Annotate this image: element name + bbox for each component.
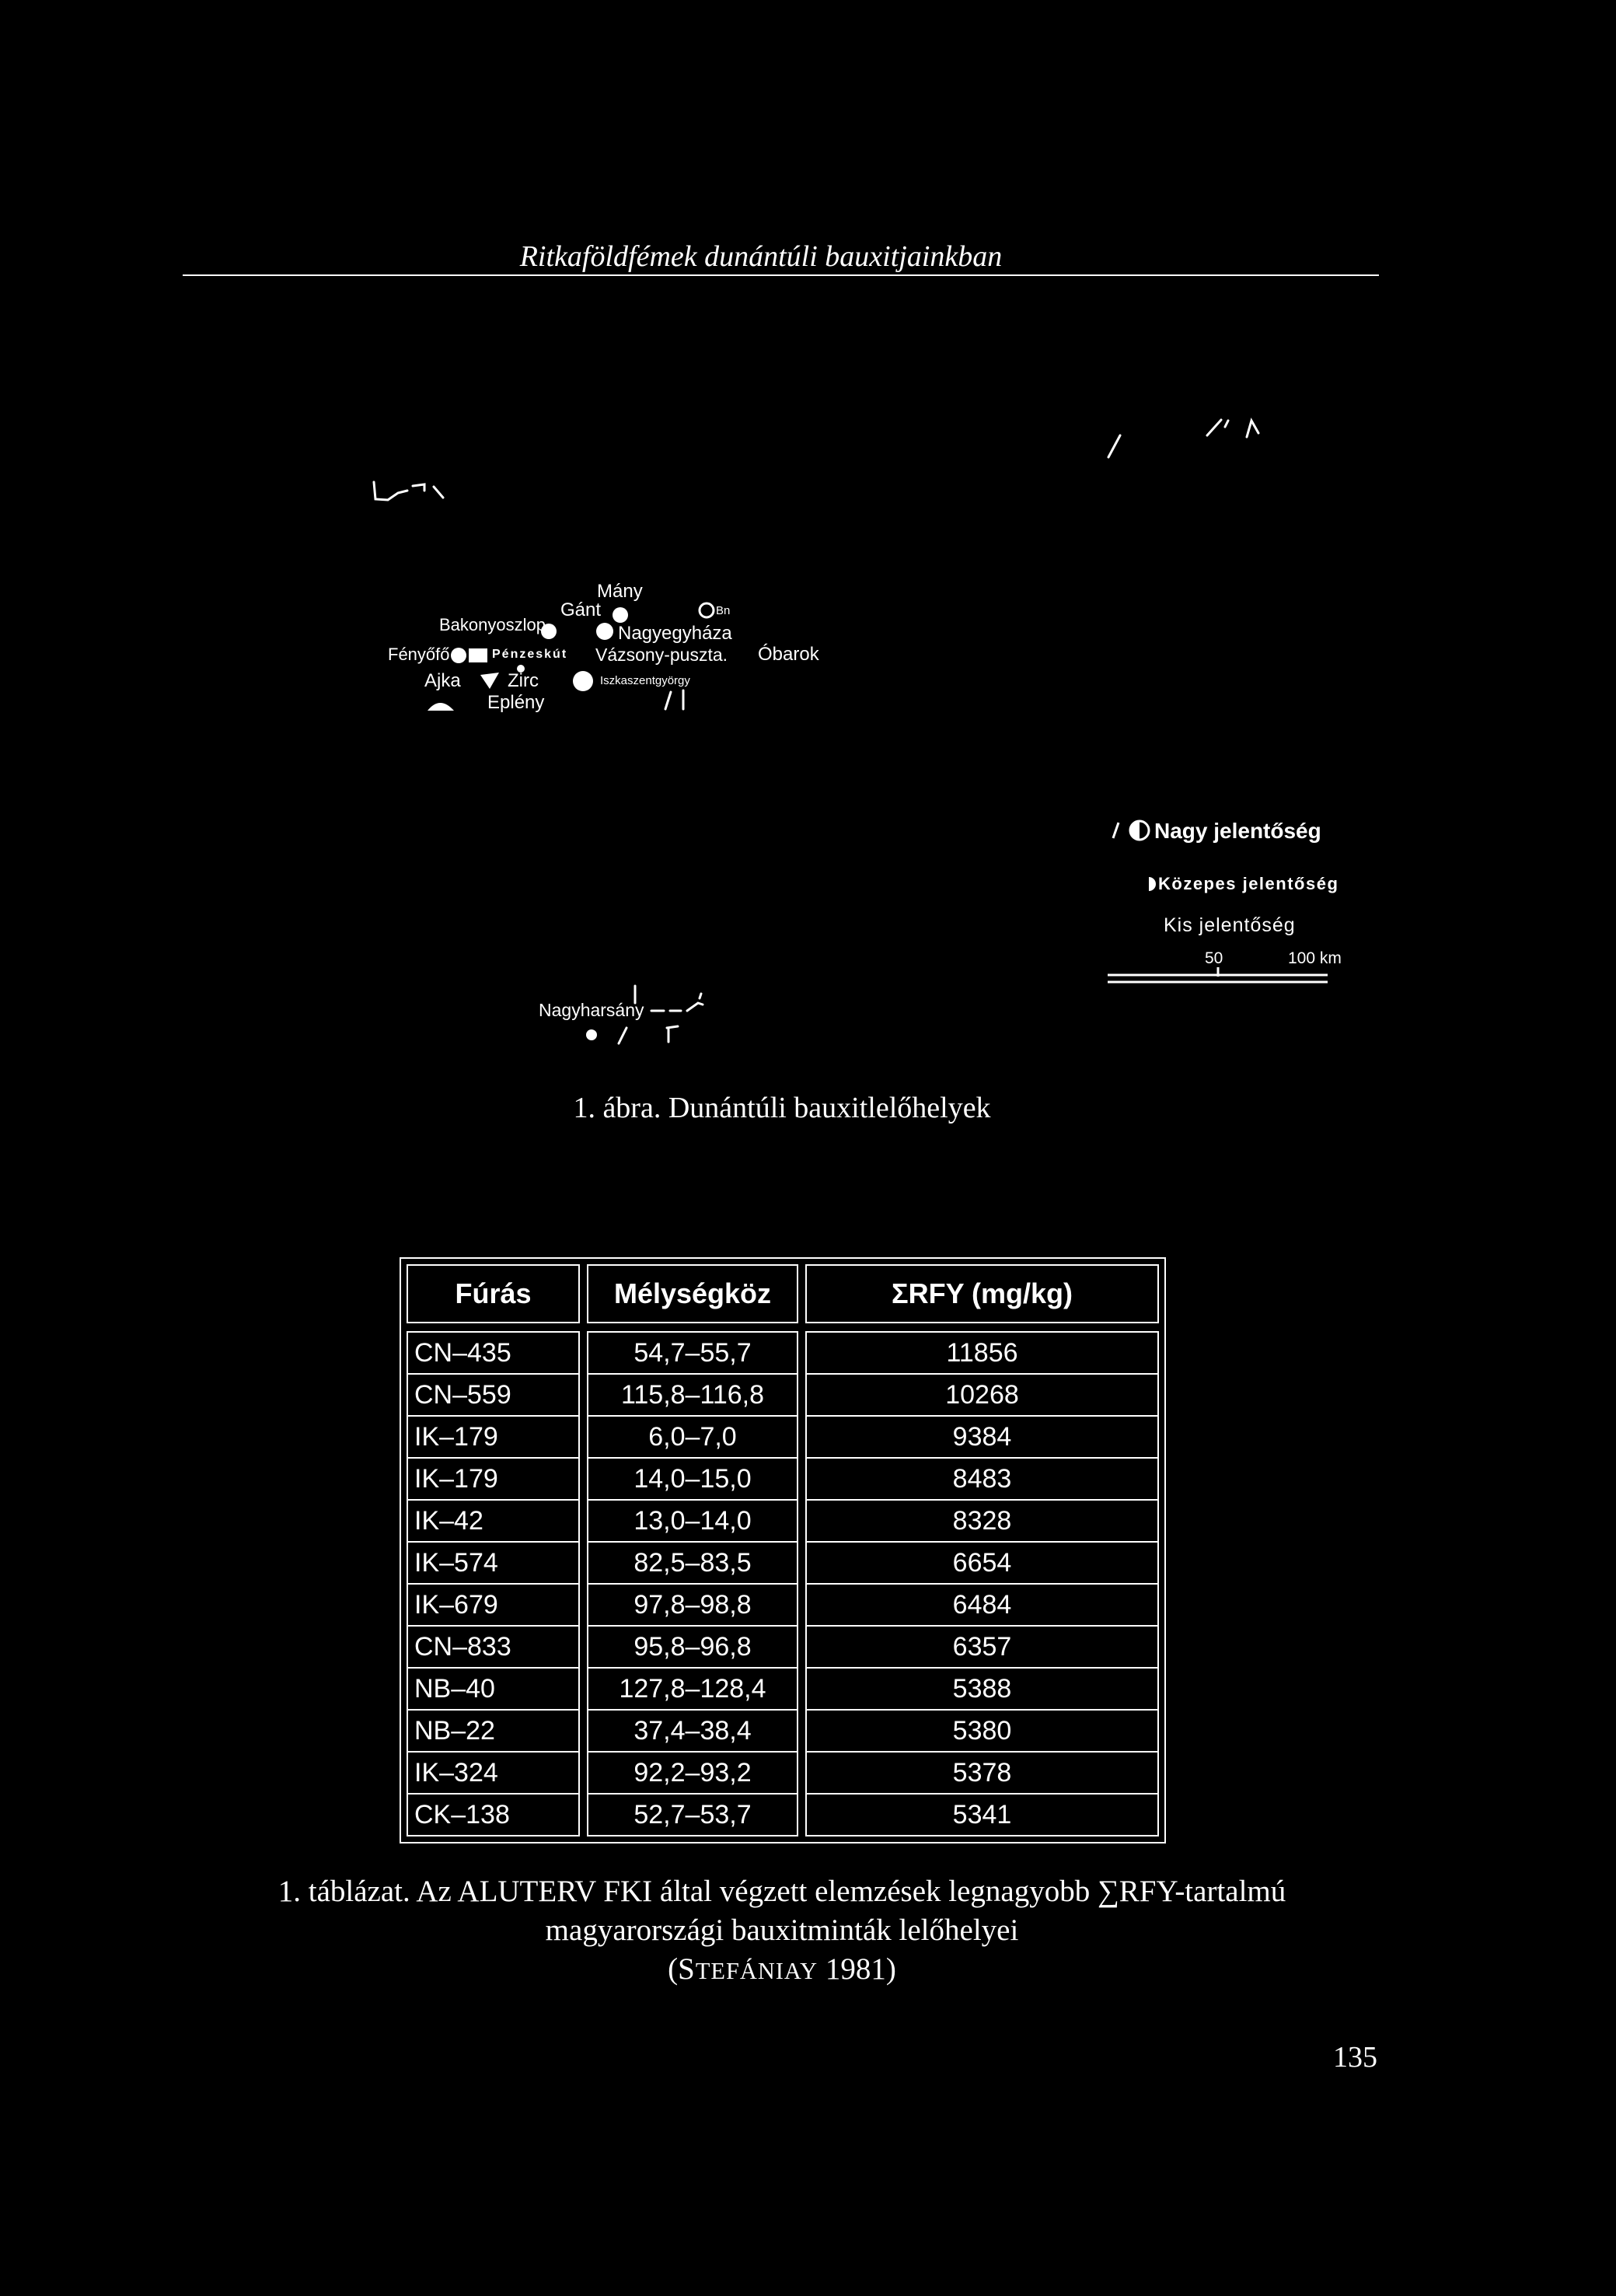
citation-author: STEFÁNIAY [678,1952,818,1986]
scale-label-mid: 50 [1205,949,1223,967]
borehole-cell: NB–40 [408,1669,578,1711]
map-label-zirc: Zirc [508,670,539,691]
depth-interval-cell: 37,4–38,4 [588,1711,797,1753]
depth-interval-cell: 14,0–15,0 [588,1459,797,1501]
table-column-borehole [407,1331,580,1836]
ree-total-cell: 9384 [807,1417,1157,1459]
depth-interval-cell: 6,0–7,0 [588,1417,797,1459]
borehole-cell: NB–22 [408,1711,578,1753]
citation-year: 1981) [825,1952,896,1986]
borehole-cell: CN–559 [408,1375,578,1417]
map-label-bakonyoszlop: Bakonyoszlop [439,615,546,634]
table-header-row [407,1264,1159,1323]
ree-total-cell: 5380 [807,1711,1157,1753]
map-label-nagyharsany: Nagyharsány [539,1000,644,1020]
nagyegyhaza-deposit-marker-icon [596,623,613,640]
ree-total-cell: 10268 [807,1375,1157,1417]
running-head: Ritkaföldfémek dunántúli bauxitjainkban [519,240,1003,273]
map-outline-fragment [619,1026,678,1043]
legend-medium-significance: Közepes jelentőség [1158,874,1339,893]
map-label-bn: Bn [716,604,731,617]
header-ree-total: ΣRFY (mg/kg) [805,1264,1159,1323]
borehole-cell: IK–179 [408,1459,578,1501]
table-caption-citation [160,1950,1404,1990]
citation-open-paren: ( [668,1952,679,1986]
table-caption [160,1872,1404,1990]
borehole-cell: IK–179 [408,1417,578,1459]
header-borehole: Fúrás [407,1264,580,1323]
ree-total-cell: 8328 [807,1501,1157,1543]
ree-total-cell: 5378 [807,1753,1157,1795]
map-outline-fragment [665,690,683,709]
map-outline-fragment [1207,420,1258,437]
legend-small-significance: Kis jelentőség [1164,914,1296,936]
table-column-depth-interval [587,1331,798,1836]
depth-interval-cell: 97,8–98,8 [588,1585,797,1627]
borehole-cell: CN–435 [408,1333,578,1375]
page-number: 135 [1333,2041,1377,2074]
borehole-cell: IK–679 [408,1585,578,1627]
ree-total-cell: 6654 [807,1543,1157,1585]
ree-total-cell: 5341 [952,1800,1012,1829]
ree-total-cell: 8483 [807,1459,1157,1501]
map-label-ajka: Ajka [424,670,461,691]
iszkaszentgyorgy-deposit-marker-icon [573,671,593,691]
legend-large-significance: Nagy jelentőség [1154,819,1321,843]
scale-label-end: 100 km [1288,949,1342,967]
borehole-cell: IK–42 [408,1501,578,1543]
map-label-epleny: Eplény [487,692,545,713]
ree-total-cell: 6357 [807,1627,1157,1669]
figure-caption: 1. ábra. Dunántúli bauxitlelőhelyek [573,1092,991,1124]
ajka-deposit-marker-icon [480,673,499,689]
epleny-deposit-marker-icon [428,703,454,711]
large-significance-icon [1130,821,1149,840]
map-label-iszkaszentgyorgy: Iszkaszentgyörgy [600,674,690,687]
medium-significance-icon [1149,877,1156,891]
header-depth-interval: Mélységköz [587,1264,798,1323]
legend-slash-mark [1113,823,1119,838]
table-column-ree-total [805,1331,1159,1836]
nagyharsany-deposit-marker-icon [586,1029,597,1040]
borehole-cell: IK–574 [408,1543,578,1585]
map-label-fenyofo: Fényőfő [388,645,450,664]
borehole-cell: CN–833 [408,1627,578,1669]
table-caption-line-2: magyarországi bauxitminták lelőhelyei [545,1913,1019,1947]
scale-bar [1108,967,1328,982]
ree-total-cell: 11856 [807,1333,1157,1375]
map-outline-fragment [1108,435,1120,457]
depth-interval-cell: 13,0–14,0 [588,1501,797,1543]
fenyofo-area-marker-icon [469,648,487,662]
depth-interval-cell: 115,8–116,8 [588,1375,797,1417]
bn-deposit-marker-icon [700,603,714,617]
map-label-vazsony-puszta: Vázsony-puszta. [595,645,728,665]
gant-deposit-marker-icon [613,607,628,623]
map-outline-fragment [635,986,703,1011]
ree-total-cell: 6484 [807,1585,1157,1627]
table-caption-line-1: 1. táblázat. Az ALUTERV FKI által végzett elemzések legnagyobb ∑RFY-tartalmú [277,1875,1286,1908]
borehole-cell: CK–138 [414,1800,510,1829]
map-outline-fragment [374,482,443,500]
ree-total-cell: 5388 [807,1669,1157,1711]
depth-interval-cell: 52,7–53,7 [633,1800,752,1829]
depth-interval-cell: 82,5–83,5 [588,1543,797,1585]
map-label-obarok: Óbarok [758,644,819,665]
depth-interval-cell: 92,2–93,2 [588,1753,797,1795]
borehole-cell: IK–324 [408,1753,578,1795]
depth-interval-cell: 95,8–96,8 [588,1627,797,1669]
map-label-many: Mány [597,581,643,602]
map-label-nagyegyhaza: Nagyegyháza [618,623,732,644]
table-body [407,1331,1159,1836]
fenyofo-deposit-marker-icon [451,648,466,663]
depth-interval-cell: 127,8–128,4 [588,1669,797,1711]
map-label-penzeskut: Pénzeskút [492,648,568,661]
results-table [400,1257,1166,1843]
depth-interval-cell: 54,7–55,7 [588,1333,797,1375]
map-label-gant: Gánt [560,599,602,620]
